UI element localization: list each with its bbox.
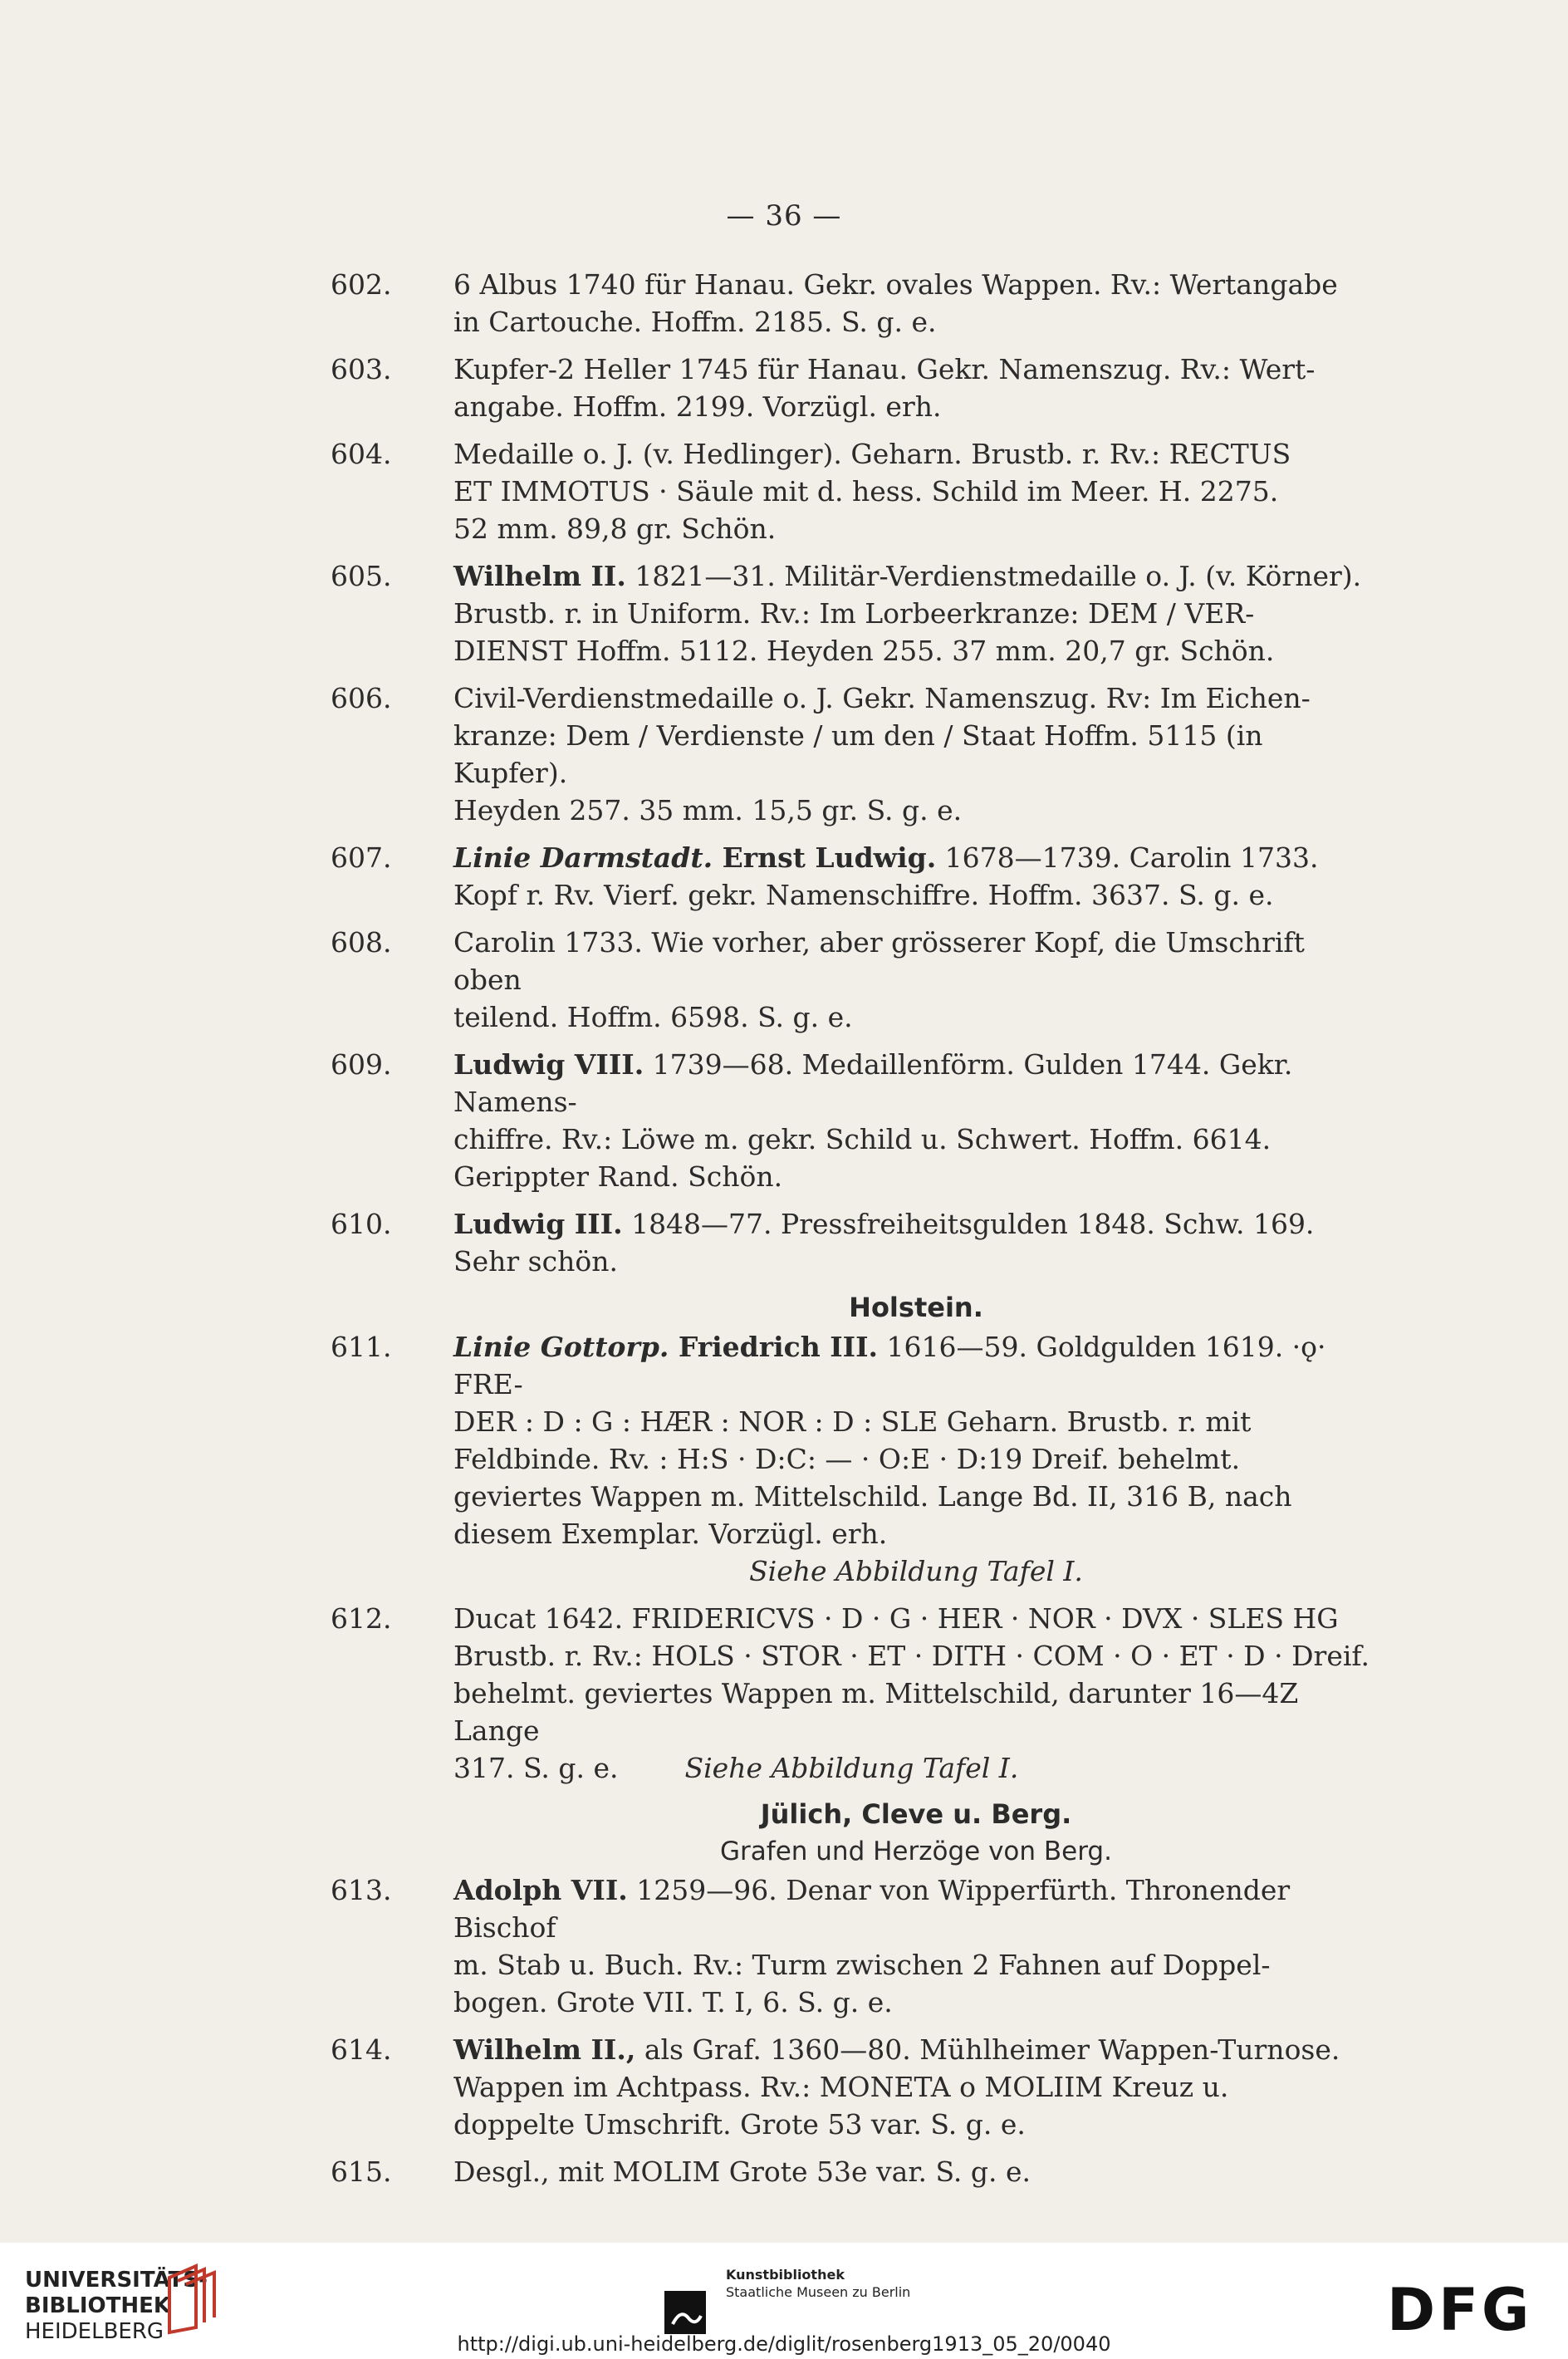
entry-line: Ducat 1642. FRIDERICVS · D · G · HER · NOR · DVX · SLES HG (453, 1602, 1339, 1635)
section-subheading-berg: Grafen und Herzöge von Berg. (720, 1837, 1112, 1866)
entry-number: 604. (331, 438, 392, 470)
entry-first-text: 1848—77. Pressfreiheitsgulden 1848. Schw. 169. (622, 1208, 1315, 1240)
entry-line: teilend. Hoffm. 6598. S. g. e. (453, 1001, 853, 1033)
entry-line: chiffre. Rv.: Löwe m. gekr. Schild u. Schwert. Hoffm. 6614. (453, 1123, 1272, 1155)
entry-first-text: 1821—31. Militär-Verdienstmedaille o. J. (v. Körner). (625, 560, 1362, 592)
entry-number: 606. (331, 682, 392, 714)
entry-body (453, 1871, 1379, 2021)
entry-line: diesem Exemplar. Vorzügl. erh. (453, 1518, 888, 1550)
entry-line: doppelte Umschrift. Grote 53 var. S. g. e. (453, 2108, 1026, 2141)
entry-line: angabe. Hoffm. 2199. Vorzügl. erh. (453, 390, 942, 423)
entry-line: Kupfer-2 Heller 1745 für Hanau. Gekr. Namenszug. Rv.: Wert- (453, 353, 1316, 385)
entry-line: 6 Albus 1740 für Hanau. Gekr. ovales Wappen. Rv.: Wertangabe (453, 268, 1338, 301)
entry-line: DER : D : G : HÆR : NOR : D : SLE Geharn. Brustb. r. mit (453, 1405, 1252, 1438)
entry-first-text: 1259—96. Denar von Wipperfürth. Thronender Bischof (453, 1874, 1291, 1944)
entry-body (453, 924, 1379, 1036)
entry-line: Feldbinde. Rv. : H:S · D:C: — · O:E · D:19 Dreif. behelmt. (453, 1443, 1241, 1475)
entry-body (453, 266, 1379, 341)
entry-lead-name: Ludwig III. (453, 1208, 623, 1240)
entry-body (453, 679, 1379, 829)
catalog-entry (331, 1205, 1379, 1280)
catalog-entry (331, 924, 1379, 1036)
entry-lead-name: Adolph VII. (453, 1874, 628, 1906)
entry-lead-name: Ernst Ludwig. (713, 841, 937, 874)
entry-number: 612. (331, 1602, 392, 1635)
entry-last-line (453, 1749, 1379, 1787)
entry-number: 613. (331, 1874, 392, 1906)
entry-first-line (453, 2031, 1379, 2068)
entry-line: Heyden 257. 35 mm. 15,5 gr. S. g. e. (453, 794, 963, 826)
entry-first-line (453, 839, 1379, 876)
entry-body (453, 839, 1379, 914)
entry-lead-italic: Linie Gottorp. (453, 1331, 669, 1363)
entry-number: 614. (331, 2033, 392, 2066)
entry-line: Civil-Verdienstmedaille o. J. Gekr. Namenszug. Rv: Im Eichen- (453, 682, 1311, 714)
dfg-logo: DFG (1387, 2276, 1533, 2344)
entry-number: 615. (331, 2155, 392, 2188)
page-number: — 36 — (726, 199, 842, 233)
catalog-entry (331, 351, 1379, 425)
entry-number: 611. (331, 1331, 392, 1363)
entry-line: behelmt. geviertes Wappen m. Mittelschild, darunter 16—4Z Lange (453, 1677, 1299, 1747)
catalog-entry (331, 435, 1379, 547)
entry-first-text: 1739—68. Medaillenförm. Gulden 1744. Gekr. Namens- (453, 1048, 1293, 1118)
entry-first-line (453, 1046, 1379, 1121)
entry-line: kranze: Dem / Verdienste / um den / Staat Hoffm. 5115 (in Kupfer). (453, 719, 1263, 789)
catalog-entry (331, 266, 1379, 341)
entry-number: 603. (331, 353, 392, 385)
entry-line: Medaille o. J. (v. Hedlinger). Geharn. Brustb. r. Rv.: RECTUS (453, 438, 1291, 470)
entry-line: Desgl., mit MOLIM Grote 53e var. S. g. e. (453, 2155, 1031, 2188)
catalog-entry (331, 839, 1379, 914)
source-url[interactable]: http://digi.ub.uni-heidelberg.de/diglit/rosenberg1913_05_20/0040 (457, 2332, 1111, 2356)
entry-first-line (453, 557, 1379, 595)
entry-first-text: 1678—1739. Carolin 1733. (936, 841, 1319, 874)
entry-line: Carolin 1733. Wie vorher, aber grösserer Kopf, die Umschrift oben (453, 926, 1305, 996)
entry-body (453, 557, 1379, 669)
entry-body (453, 1328, 1379, 1590)
entry-line: 52 mm. 89,8 gr. Schön. (453, 513, 777, 545)
uni-line-3: HEIDELBERG (25, 2319, 164, 2344)
entry-body (453, 1046, 1379, 1195)
entry-body (453, 2153, 1379, 2190)
plate-reference: Siehe Abbildung Tafel I. (684, 1752, 1019, 1784)
entry-last-text: 317. S. g. e. (453, 1752, 619, 1784)
entry-first-line (453, 1871, 1379, 1946)
catalog-entries (331, 266, 1379, 2200)
entry-body (453, 435, 1379, 547)
entry-first-text: als Graf. 1360—80. Mühlheimer Wappen-Turnose. (635, 2033, 1340, 2066)
kunstbibliothek-label (726, 2266, 910, 2301)
entry-line: m. Stab u. Buch. Rv.: Turm zwischen 2 Fahnen auf Doppel- (453, 1949, 1271, 1981)
entry-lead-name: Ludwig VIII. (453, 1048, 644, 1081)
entry-line: ET IMMOTUS · Säule mit d. hess. Schild im Meer. H. 2275. (453, 475, 1279, 508)
entry-lead-name: Friedrich III. (669, 1331, 879, 1363)
entry-line: Gerippter Rand. Schön. (453, 1160, 783, 1193)
university-library-logo-icon (163, 2261, 221, 2336)
catalog-entry (331, 1871, 1379, 2021)
entry-line: in Cartouche. Hoffm. 2185. S. g. e. (453, 306, 937, 338)
uni-line-1: UNIVERSITÄTS- (25, 2268, 208, 2293)
entry-line: Wappen im Achtpass. Rv.: MONETA o MOLIIM Kreuz u. (453, 2071, 1229, 2103)
entry-first-line (453, 1205, 1379, 1243)
entry-number: 602. (331, 268, 392, 301)
catalog-entry (331, 2153, 1379, 2190)
entry-number: 607. (331, 841, 392, 874)
kb-subtitle: Staatliche Museen zu Berlin (726, 2284, 911, 2300)
entry-lead-italic: Linie Darmstadt. (453, 841, 713, 874)
entry-body (453, 351, 1379, 425)
plate-reference: Siehe Abbildung Tafel I. (749, 1555, 1083, 1587)
entry-lead-name: Wilhelm II. (453, 560, 626, 592)
catalog-entry (331, 2031, 1379, 2143)
catalog-entry (331, 1600, 1379, 1787)
entry-number: 608. (331, 926, 392, 959)
entry-number: 610. (331, 1208, 392, 1240)
catalog-entry (331, 1328, 1379, 1590)
entry-line: Brustb. r. Rv.: HOLS · STOR · ET · DITH · COM · O · ET · D · Dreif. (453, 1640, 1370, 1672)
entry-line: DIENST Hoffm. 5112. Heyden 255. 37 mm. 20,7 gr. Schön. (453, 635, 1275, 667)
uni-line-2: BIBLIOTHEK (25, 2293, 171, 2318)
entry-first-line (453, 1328, 1379, 1403)
entry-first-text: 1616—59. Goldgulden 1619. ·ǫ· FRE- (453, 1331, 1326, 1400)
entry-body (453, 2031, 1379, 2143)
entry-number: 605. (331, 560, 392, 592)
entry-lead-name: Wilhelm II., (453, 2033, 636, 2066)
entry-line: Kopf r. Rv. Vierf. gekr. Namenschiffre. Hoffm. 3637. S. g. e. (453, 879, 1274, 911)
kunstbibliothek-logo-icon (664, 2291, 706, 2334)
kb-title: Kunstbibliothek (726, 2267, 845, 2283)
catalog-entry (331, 1046, 1379, 1195)
footer-bar (0, 2243, 1568, 2359)
entry-number: 609. (331, 1048, 392, 1081)
entry-body (453, 1205, 1379, 1280)
entry-line: Sehr schön. (453, 1245, 618, 1278)
catalog-entry (331, 679, 1379, 829)
entry-line: geviertes Wappen m. Mittelschild. Lange Bd. II, 316 B, nach (453, 1480, 1292, 1513)
entry-body (453, 1600, 1379, 1787)
section-heading-juelich: Jülich, Cleve u. Berg. (760, 1798, 1072, 1830)
catalog-entry (331, 557, 1379, 669)
entry-line: Brustb. r. in Uniform. Rv.: Im Lorbeerkranze: DEM / VER- (453, 597, 1255, 630)
entry-line: bogen. Grote VII. T. I, 6. S. g. e. (453, 1986, 893, 2018)
section-heading-holstein: Holstein. (849, 1292, 983, 1323)
